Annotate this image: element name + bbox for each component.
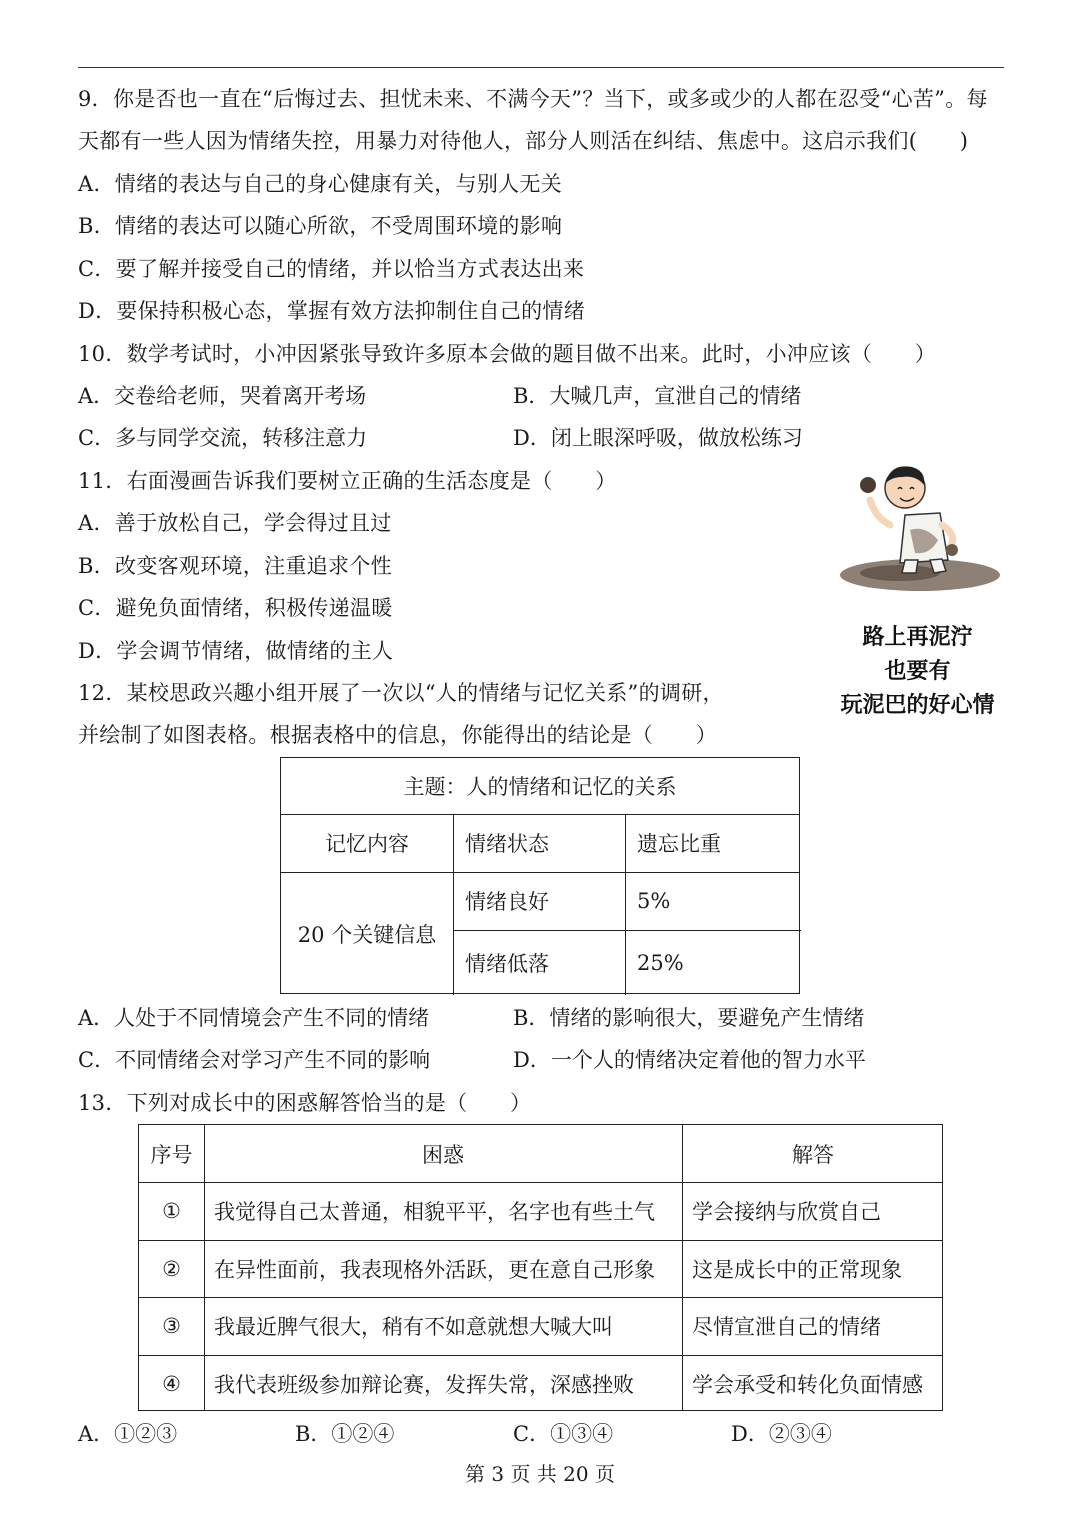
header-confusion: 困惑 (422, 1142, 464, 1167)
q9-option-c: C．要了解并接受自己的情绪，并以恰当方式表达出来 (78, 257, 585, 281)
growth-confusion-table (138, 1124, 943, 1411)
q10-stem: 10．数学考试时，小冲因紧张导致许多原本会做的题目做不出来。此时，小冲应该（ ） (78, 342, 937, 366)
header-number: 序号 (150, 1142, 193, 1167)
header-answer: 解答 (792, 1142, 834, 1167)
cartoon-caption-line2: 也要有 (884, 659, 951, 684)
q13-option-c: C．①③④ (513, 1422, 614, 1446)
row3-answer: 尽情宣泄自己的情绪 (692, 1315, 881, 1339)
table-title: 主题：人的情绪和记忆的关系 (403, 775, 677, 799)
q13-option-b: B．①②④ (295, 1422, 395, 1446)
q9-option-d: D．要保持积极心态，掌握有效方法抑制住自己的情绪 (78, 299, 586, 323)
q11-option-a: A．善于放松自己，学会得过且过 (78, 511, 392, 535)
q11-option-b: B．改变客观环境，注重追求个性 (78, 554, 392, 578)
emotion-state-good: 情绪良好 (465, 890, 549, 914)
row4-answer: 学会承受和转化负面情感 (692, 1372, 923, 1397)
q9-option-a: A．情绪的表达与自己的身心健康有关，与别人无关 (78, 172, 563, 196)
cartoon-caption-line3: 玩泥巴的好心情 (840, 693, 995, 718)
q9-option-b: B．情绪的表达可以随心所欲，不受周围环境的影响 (78, 214, 563, 238)
q12-option-a: A．人处于不同情境会产生不同的情绪 (78, 1006, 430, 1030)
q13-stem: 13．下列对成长中的困惑解答恰当的是（ ） (78, 1091, 532, 1115)
q12-option-c: C．不同情绪会对学习产生不同的影响 (78, 1048, 431, 1072)
q9-stem-line1: 9．你是否也一直在“后悔过去、担忧未来、不满今天”？当下，或多或少的人都在忍受“心苦”。每 (78, 87, 988, 111)
forget-ratio-low: 25% (637, 950, 684, 975)
row1-confusion: 我觉得自己太普通，相貌平平，名字也有些土气 (214, 1200, 655, 1224)
q11-option-c: C．避免负面情绪，积极传递温暖 (78, 596, 393, 620)
q10-option-b: B．大喊几声，宣泄自己的情绪 (513, 384, 802, 408)
q11-option-d: D．学会调节情绪，做情绪的主人 (78, 639, 394, 663)
q9-stem-line2: 天都有一些人因为情绪失控，用暴力对待他人，部分人则活在纠结、焦虑中。这启示我们( ) (78, 129, 969, 153)
row1-answer: 学会接纳与欣赏自己 (692, 1200, 881, 1224)
header-memory-content: 记忆内容 (325, 832, 409, 856)
emotion-state-low: 情绪低落 (465, 951, 549, 976)
q12-option-b: B．情绪的影响很大，要避免产生情绪 (513, 1006, 865, 1030)
q12-stem-line1: 12．某校思政兴趣小组开展了一次以“人的情绪与记忆关系”的调研， (78, 681, 724, 705)
q10-option-a: A．交卷给老师，哭着离开考场 (78, 384, 367, 408)
q11-stem: 11．右面漫画告诉我们要树立正确的生活态度是（ ） (78, 469, 617, 493)
row3-confusion: 我最近脾气很大，稍有不如意就想大喊大叫 (214, 1315, 613, 1339)
header-rule (78, 67, 1004, 68)
cartoon-caption-line1: 路上再泥泞 (862, 625, 973, 650)
header-forget-ratio: 遗忘比重 (637, 832, 721, 856)
row4-confusion: 我代表班级参加辩论赛，发挥失常，深感挫败 (214, 1372, 634, 1397)
q12-option-d: D．一个人的情绪决定着他的智力水平 (513, 1048, 866, 1072)
row2-number: ② (162, 1256, 181, 1281)
q13-option-d: D．②③④ (731, 1422, 832, 1446)
row2-confusion: 在异性面前，我表现格外活跃，更在意自己形象 (214, 1257, 655, 1282)
row1-number: ① (162, 1199, 181, 1223)
emotion-memory-table (280, 757, 800, 994)
row2-answer: 这是成长中的正常现象 (692, 1257, 902, 1282)
q10-option-d: D．闭上眼深呼吸，做放松练习 (513, 426, 803, 450)
page-footer: 第 3 页 共 20 页 (465, 1462, 615, 1486)
q10-option-c: C．多与同学交流，转移注意力 (78, 426, 368, 450)
row4-number: ④ (162, 1371, 181, 1396)
row3-number: ③ (162, 1314, 181, 1338)
header-emotion-state: 情绪状态 (465, 832, 549, 856)
q13-option-a: A．①②③ (78, 1422, 178, 1446)
memory-content-cell: 20 个关键信息 (297, 922, 437, 947)
q12-stem-line2: 并绘制了如图表格。根据表格中的信息，你能得出的结论是（ ） (78, 723, 717, 747)
forget-ratio-good: 5% (637, 889, 671, 913)
